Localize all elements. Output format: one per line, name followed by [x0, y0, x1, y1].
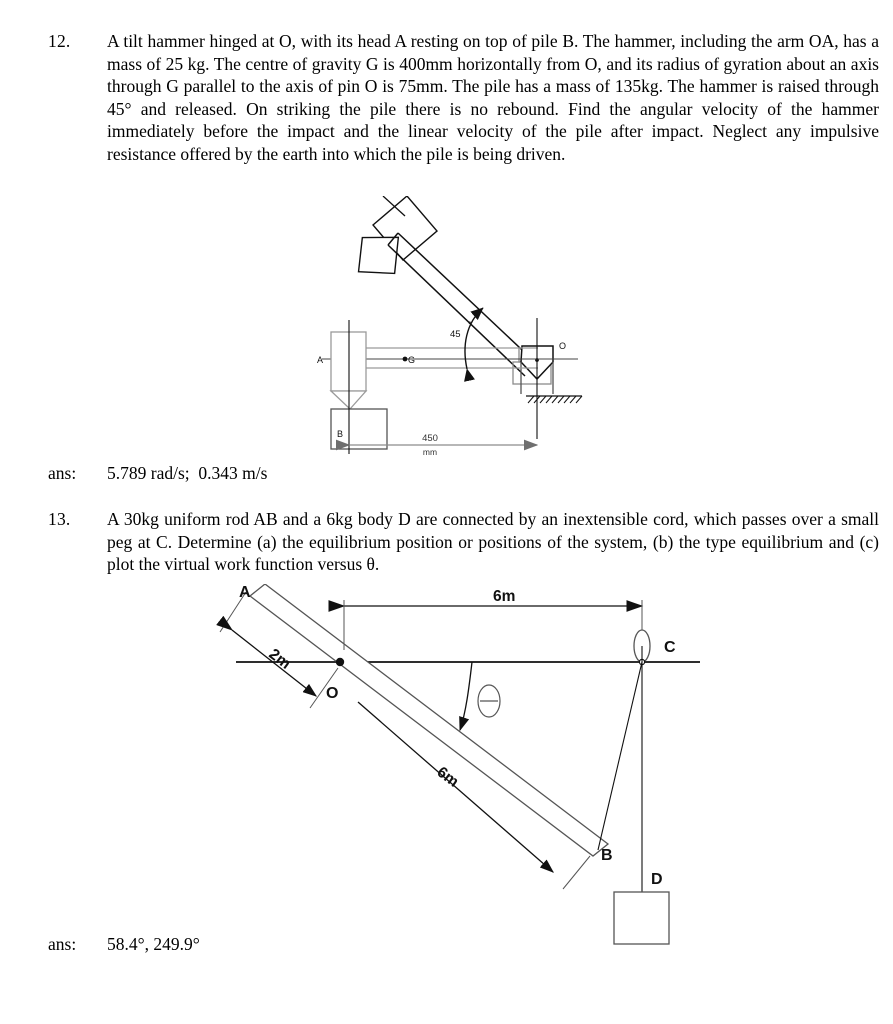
label-point-a: A — [239, 584, 251, 601]
theta-symbol — [478, 685, 500, 717]
label-dim-2m: 2m — [265, 645, 294, 673]
problem-13-answer-value: 58.4°, 249.9° — [107, 934, 200, 954]
centre-of-gravity-marker — [403, 357, 408, 362]
label-angle-degree-mark: ° — [468, 320, 472, 330]
raised-hammer-head — [357, 196, 437, 275]
pivot-point-o — [336, 658, 344, 666]
uniform-rod-ab — [250, 584, 608, 856]
label-point-g: G — [408, 355, 416, 365]
problem-12-number: 12. — [48, 31, 71, 51]
label-point-a: A — [317, 355, 324, 365]
problem-13-text — [107, 508, 879, 576]
swing-angle-arc — [465, 308, 483, 369]
label-dim-units: mm — [422, 447, 438, 457]
label-point-b: B — [601, 847, 613, 864]
label-point-b: B — [337, 429, 344, 439]
label-angle-45: 45 — [450, 329, 461, 340]
label-point-c: C — [664, 639, 676, 656]
dim-extension-b — [563, 856, 590, 889]
problem-13-paragraph: A 30kg uniform rod AB and a 6kg body D are connected by an inextensible cord, which passes over a small peg at C. Determine (a) the equilibrium position or positions of the system, (b) the type equilibrium and (c) plot the virtual work function versus θ. — [107, 509, 879, 574]
label-dim-6m-rod: 6m — [433, 763, 462, 791]
problem-12-answer-value: 5.789 rad/s; 0.343 m/s — [107, 463, 268, 483]
problem-12-paragraph: A tilt hammer hinged at O, with its head A resting on top of pile B. The hammer, including the arm OA, has a mass of 25 kg. The centre of gravity G is 400mm horizontally from O, and its radius of gyration about an axis through G parallel to the axis of pin O is 75mm. The pile has a mass of 135kg. The hammer is raised through 45° and released. On striking the pile there is no rebound. Find the angular velocity of the hammer immediately before the impact and the linear velocity of the pile after impact. Neglect any impulsive resistance offered by the earth into which the pile is being driven. — [107, 31, 879, 164]
label-dim-6m-horizontal: 6m — [493, 588, 516, 605]
lowered-hammer-arm — [365, 348, 538, 368]
cord-b-to-c — [598, 662, 642, 850]
tilt-hammer-figure — [310, 196, 610, 468]
problem-13-number: 13. — [48, 509, 71, 529]
rod-peg-body-figure — [208, 584, 708, 946]
label-point-d: D — [651, 871, 663, 888]
label-point-o: O — [326, 685, 339, 702]
problem-12-answer-label: ans: — [48, 463, 77, 483]
ground-hatch-strokes — [528, 396, 582, 403]
body-d — [614, 892, 669, 944]
problem-12-text — [107, 30, 879, 165]
problem-13-answer-label: ans: — [48, 934, 77, 954]
label-point-o: O — [559, 341, 567, 351]
label-dim-450: 450 — [422, 433, 438, 444]
theta-angle-arc — [460, 662, 472, 730]
